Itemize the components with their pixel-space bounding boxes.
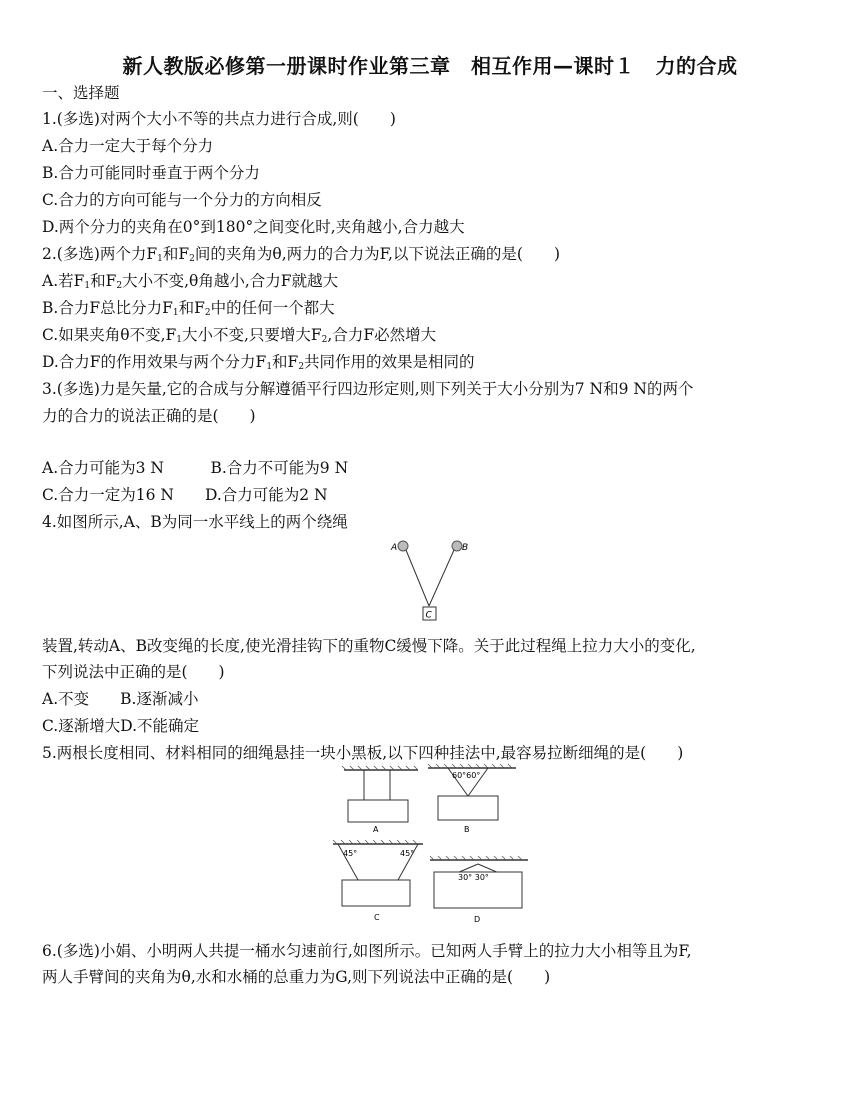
q1-option-c: C.合力的方向可能与一个分力的方向相反	[42, 191, 322, 209]
label-config-b: B	[464, 825, 470, 834]
pulley-a	[398, 541, 408, 551]
config-a	[342, 766, 418, 834]
angle-config-c-left: 45°	[343, 849, 358, 858]
q2-stem: 2.(多选)两个力$F_1$和$F_2$间的夹角为θ,两力的合力为F,以下说法正确的是( )	[42, 245, 560, 264]
q1-option-b: B.合力可能同时垂直于两个分力	[42, 164, 260, 182]
rope-right	[429, 550, 454, 606]
q5-stem: 5.两根长度相同、材料相同的细绳悬挂一块小黑板,以下四种挂法中,最容易拉断细绳的是( )	[42, 744, 684, 762]
q1-option-d: D.两个分力的夹角在0°到180°之间变化时,夹角越小,合力越大	[42, 218, 465, 236]
angle-config-b: 60°60°	[452, 771, 481, 780]
q5-hanging-figure	[328, 760, 533, 932]
label-a: A	[391, 543, 398, 553]
q2-option-d: D.合力F的作用效果与两个分力$F_1$和$F_2$共同作用的效果是相同的	[42, 353, 475, 372]
q1-option-a: A.合力一定大于每个分力	[42, 137, 214, 155]
q4-stem: 4.如图所示,A、B为同一水平线上的两个绕绳	[42, 513, 348, 531]
q2-option-c: C.如果夹角θ不变$,F_1$大小不变,只要增大$F_2$,合力F必然增大	[42, 326, 437, 345]
label-config-a: A	[373, 825, 379, 834]
section-heading: 一、选择题	[42, 84, 120, 102]
page-title: 新人教版必修第一册课时作业第三章 相互作用—课时１ 力的合成	[122, 54, 738, 78]
label-config-c: C	[374, 913, 380, 922]
q4-options-row2: C.逐渐增大D.不能确定	[42, 717, 200, 735]
q3-stem-line2: 力的合力的说法正确的是( )	[42, 407, 256, 425]
label-config-d: D	[474, 915, 481, 924]
q4-options-row1: A.不变 B.逐渐减小	[42, 690, 199, 708]
angle-config-d: 30° 30°	[458, 873, 489, 882]
config-c	[333, 840, 423, 922]
q6-stem-line1: 6.(多选)小娟、小明两人共提一桶水匀速前行,如图所示。已知两人手臂上的拉力大小相等且为F,	[42, 942, 692, 960]
q2-option-b: B.合力F总比分力$F_1$和$F_2$中的任何一个都大	[42, 299, 335, 318]
label-c: C	[425, 610, 432, 621]
pulley-b	[452, 541, 462, 551]
q3-stem-line1: 3.(多选)力是矢量,它的合成与分解遵循平行四边形定则,则下列关于大小分别为7 N和9 N的两个	[42, 380, 694, 398]
config-b	[428, 764, 516, 834]
q3-options-row2: C.合力一定为16 N D.合力可能为2 N	[42, 486, 328, 504]
q4-stem-line2: 装置,转动A、B改变绳的长度,使光滑挂钩下的重物C缓慢下降。关于此过程绳上拉力大小的变化,	[42, 637, 696, 655]
angle-config-c-right: 45°	[400, 849, 415, 858]
q2-option-a: A.若$F_1$和$F_2$大小不变,θ角越小,合力F就越大	[42, 272, 339, 291]
q1-stem: 1.(多选)对两个大小不等的共点力进行合成,则( )	[42, 110, 396, 128]
q3-options-row1: A.合力可能为3 N B.合力不可能为9 N	[42, 459, 349, 477]
config-d	[430, 856, 528, 924]
q4-rope-figure	[388, 534, 468, 624]
q6-stem-line2: 两人手臂间的夹角为θ,水和水桶的总重力为G,则下列说法中正确的是( )	[42, 968, 551, 986]
label-b: B	[462, 543, 468, 553]
rope-left	[406, 550, 429, 606]
q4-stem-line3: 下列说法中正确的是( )	[42, 663, 225, 681]
